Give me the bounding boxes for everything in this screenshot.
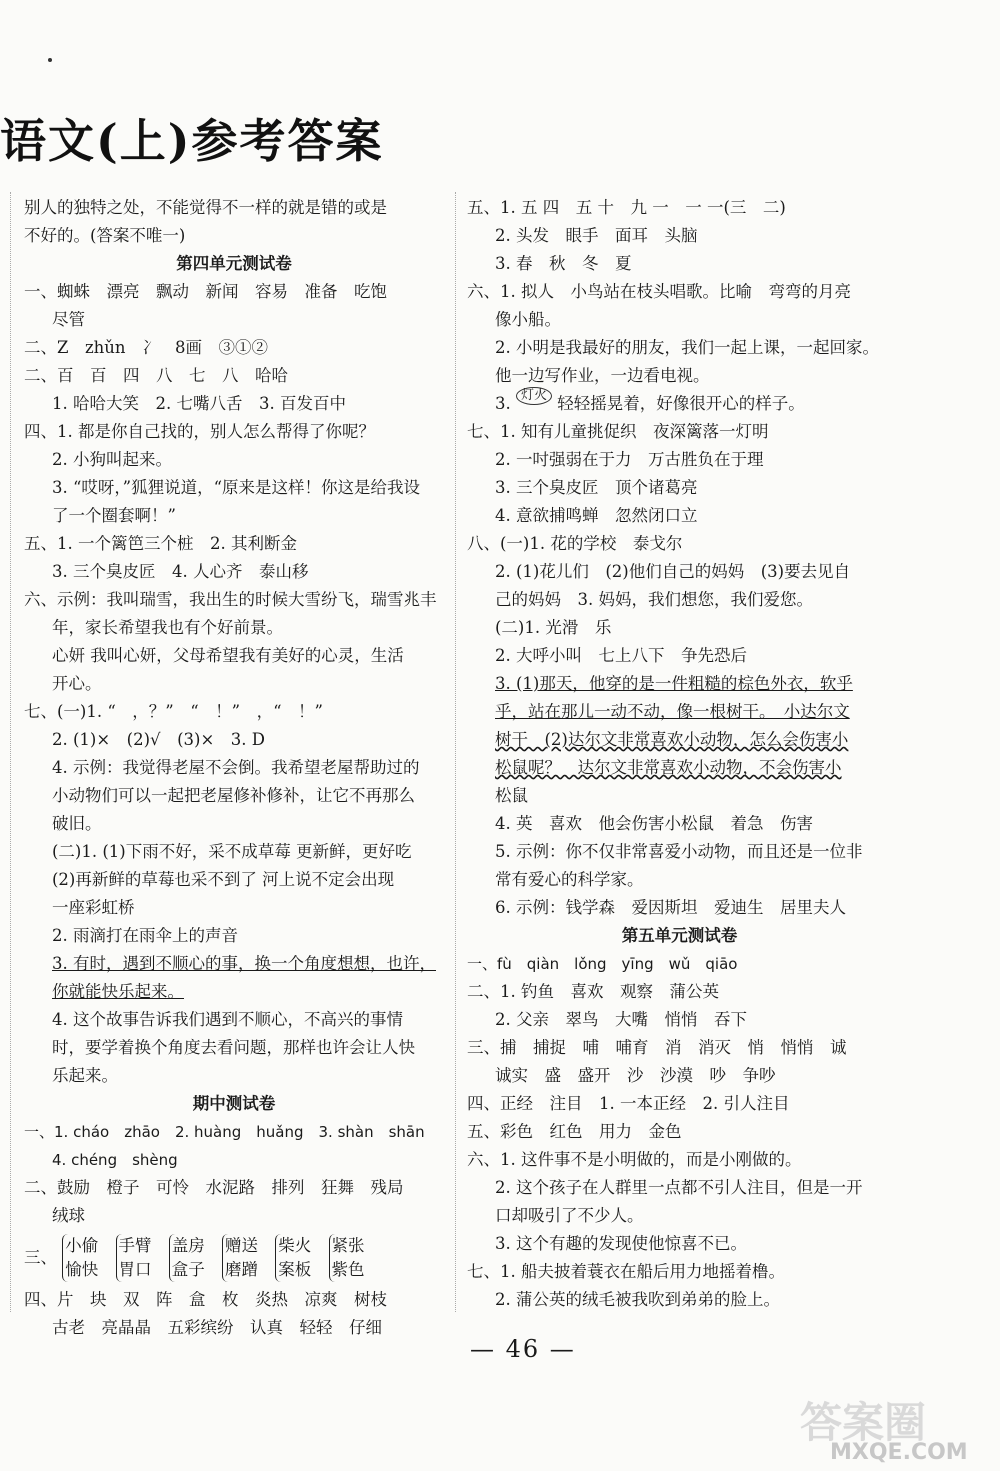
underlined-line: 3. 有时，遇到不顺心的事，换一个角度想想，也许，	[52, 954, 436, 973]
watermark-logo: 答案圈	[800, 1398, 927, 1447]
text-line: 四、正经 注目 1. 一本正经 2. 引人注目	[467, 1094, 790, 1113]
text-line: 常有爱心的科学家。	[495, 870, 644, 889]
text-line: 五、1. 一个篱笆三个桩 2. 其利断金	[24, 534, 297, 553]
text-line: 小动物们可以一起把老屋修补修补，让它不再那么	[52, 786, 415, 805]
wavy-underlined-line: 树干 (2)达尔文非常喜欢小动物，怎么会伤害小	[495, 730, 849, 749]
text-line: 六、1. 拟人 小鸟站在枝头唱歌。比喻 弯弯的月亮	[467, 282, 851, 301]
word-pair	[329, 1234, 365, 1282]
text-line: 6. 示例：钱学森 爱因斯坦 爱迪生 居里夫人	[495, 898, 846, 917]
text-line: 心妍 我叫心妍，父母希望我有美好的心灵，生活	[52, 646, 404, 665]
text-line: 七、1. 知有儿童挑促织 夜深篱落一灯明	[467, 422, 769, 441]
text-line: 诚实 盛 盛开 沙 沙漠 吵 争吵	[495, 1066, 776, 1085]
word: 盒子	[171, 1260, 205, 1279]
text-line: 了一个圈套啊！”	[52, 506, 176, 525]
text-line: 二、Z zhǔn 冫 8画 ③①②	[24, 338, 269, 357]
text-line: 口却吸引了不少人。	[495, 1206, 644, 1225]
text-line: 2. 蒲公英的绒毛被我吹到弟弟的脸上。	[495, 1290, 780, 1309]
text-line: 二、百 百 四 八 七 八 哈哈	[24, 366, 288, 385]
text-line: 5. 示例：你不仅非常喜爱小动物，而且还是一位非	[495, 842, 863, 861]
wavy-underlined-line: 松鼠呢？ 达尔文非常喜欢小动物，不会伤害小	[495, 758, 842, 777]
text-line: 他一边写作业，一边看电视。	[495, 366, 710, 385]
text-line: 五、1. 五 四 五 十 九 一 一 一(三 二)	[467, 198, 786, 217]
text-line: (二)1. 光滑 乐	[495, 618, 612, 637]
text-line: 像小船。	[495, 310, 561, 329]
text-line: 六、示例：我叫瑞雪，我出生的时候大雪纷飞，瑞雪兆丰	[24, 590, 437, 609]
text-line: 五、彩色 红色 用力 金色	[467, 1122, 682, 1141]
page-number: — 46 —	[470, 1335, 576, 1363]
word: 赠送	[225, 1236, 258, 1255]
text-line: 六、1. 这件事不是小明做的，而是小刚做的。	[467, 1150, 802, 1169]
text-line: 尽管	[52, 310, 85, 329]
word-pair	[275, 1234, 311, 1282]
text-line: 时，要学着换个角度去看问题，那样也许会让人快	[52, 1038, 415, 1057]
word: 紧张	[331, 1236, 365, 1255]
text-line: 1. 哈哈大笑 2. 七嘴八舌 3. 百发百中	[52, 394, 346, 413]
text-line: 3. 春 秋 冬 夏	[495, 254, 632, 273]
word: 紫色	[331, 1260, 365, 1279]
text-line: 一、1. cháo zhāo 2. huàng huǎng 3. shàn shān	[24, 1123, 425, 1141]
item-number: 3.	[495, 394, 511, 413]
text-line: 2. (1)花儿们 (2)他们自己的妈妈 (3)要去见自	[495, 562, 851, 581]
text-line: 2. 父亲 翠鸟 大嘴 悄悄 吞下	[495, 1010, 747, 1029]
underlined-line: 3. (1)那天，他穿的是一件粗糙的棕色外衣，软乎	[495, 674, 853, 693]
text-line: 4. 这个故事告诉我们遇到不顺心，不高兴的事情	[52, 1010, 403, 1029]
section-heading-unit4: 第四单元测试卷	[176, 254, 292, 273]
column-divider	[455, 192, 456, 1312]
text-line: 年，家长希望我也有个好前景。	[52, 618, 283, 637]
word: 小偷	[65, 1236, 99, 1255]
text-line	[467, 390, 892, 418]
word-pair	[169, 1234, 205, 1282]
text-line: 松鼠	[495, 786, 528, 805]
text-line: 二、1. 钓鱼 喜欢 观察 蒲公英	[467, 982, 719, 1001]
word: 愉快	[65, 1260, 99, 1279]
text-line: 八、(一)1. 花的学校 泰戈尔	[467, 534, 683, 553]
section-heading-midterm: 期中测试卷	[192, 1094, 276, 1113]
word: 磨蹭	[225, 1260, 258, 1279]
text-line: 破旧。	[52, 814, 102, 833]
text-line: 绒球	[52, 1206, 85, 1225]
text-line: 3. “哎呀，”狐狸说道，“原来是这样！你这是给我设	[52, 478, 421, 497]
text-line: 2. 头发 眼手 面耳 头脑	[495, 226, 698, 245]
text-line: 四、片 块 双 阵 盒 枚 炎热 凉爽 树枝	[24, 1290, 387, 1309]
text-line: 2. 小狗叫起来。	[52, 450, 172, 469]
left-column	[24, 194, 444, 1342]
text-line: 七、(一)1. “ ，？” “ ！” ，“ ！”	[24, 702, 323, 721]
text-line: 三、捕 捕捉 哺 哺育 消 消灭 悄 悄悄 诚	[467, 1038, 847, 1057]
word-pair	[62, 1234, 98, 1282]
page-title: 语文(上)参考答案	[0, 114, 384, 168]
text-line: 4. chéng shèng	[52, 1151, 178, 1169]
text-line: 2. 这个孩子在人群里一点都不引人注目，但是一开	[495, 1178, 863, 1197]
text-line: (2)再新鲜的草莓也采不到了 河上说不定会出现	[52, 870, 395, 889]
sentence: 轻轻摇晃着，好像很开心的样子。	[557, 394, 805, 413]
underlined-line: 乎，站在那儿一动不动，像一根树干。 小达尔文	[495, 702, 850, 721]
underlined-line: 你就能快乐起来。	[52, 982, 184, 1001]
text-line: 古老 亮晶晶 五彩缤纷 认真 轻轻 仔细	[52, 1318, 382, 1337]
text-line: 不好的。(答案不唯一)	[24, 226, 186, 245]
text-line: 3. 三个臭皮匠 顶个诸葛亮	[495, 478, 698, 497]
text-line: 二、鼓励 橙子 可怜 水泥路 排列 狂舞 残局	[24, 1178, 404, 1197]
text-line: 2. 一吋强弱在于力 万古胜负在于理	[495, 450, 764, 469]
question-label: 三、	[24, 1248, 57, 1267]
text-line: 己的妈妈 3. 妈妈，我们想您，我们爱您。	[495, 590, 813, 609]
text-line: 2. (1)× (2)√ (3)× 3. D	[52, 730, 265, 749]
section-heading-unit5: 第五单元测试卷	[621, 926, 738, 945]
circled-answer: 灯火	[516, 387, 552, 405]
word: 柴火	[278, 1236, 312, 1255]
text-line: 七、1. 船夫披着蓑衣在船后用力地摇着橹。	[467, 1262, 785, 1281]
ink-dot	[48, 58, 52, 62]
text-line: 别人的独特之处，不能觉得不一样的就是错的或是	[24, 198, 387, 217]
word: 胃口	[118, 1260, 152, 1279]
word: 案板	[278, 1260, 312, 1279]
word: 手臂	[118, 1236, 152, 1255]
watermark-url: MXQE.COM	[830, 1440, 968, 1465]
text-line: 3. 这个有趣的发现使他惊喜不已。	[495, 1234, 747, 1253]
text-line: 2. 大呼小叫 七上八下 争先恐后	[495, 646, 747, 665]
text-line: 乐起来。	[52, 1066, 118, 1085]
text-line: 一、fù qiàn lǒng yīng wǔ qiāo	[467, 955, 738, 973]
text-line: 4. 示例：我觉得老屋不会倒。我希望老屋帮助过的	[52, 758, 420, 777]
text-line: 2. 雨滴打在雨伞上的声音	[52, 926, 238, 945]
bracket-pairs-row	[24, 1230, 444, 1286]
text-line: (二)1. (1)下雨不好，采不成草莓 更新鲜，更好吃	[52, 842, 412, 861]
text-line: 4. 英 喜欢 他会伤害小松鼠 着急 伤害	[495, 814, 813, 833]
text-line: 一、蜘蛛 漂亮 飘动 新闻 容易 准备 吃饱	[24, 282, 387, 301]
text-line: 3. 三个臭皮匠 4. 人心齐 泰山移	[52, 562, 309, 581]
right-column	[467, 194, 892, 1314]
text-line: 一座彩虹桥	[52, 898, 135, 917]
text-line: 开心。	[52, 674, 102, 693]
word-pair	[222, 1234, 258, 1282]
left-margin-rule	[10, 192, 11, 1312]
text-line: 4. 意欲捕鸣蝉 忽然闭口立	[495, 506, 698, 525]
text-line: 2. 小明是我最好的朋友，我们一起上课，一起回家。	[495, 338, 879, 357]
word: 盖房	[171, 1236, 205, 1255]
text-line: 四、1. 都是你自己找的，别人怎么帮得了你呢？	[24, 422, 375, 441]
word-pair	[116, 1234, 152, 1282]
